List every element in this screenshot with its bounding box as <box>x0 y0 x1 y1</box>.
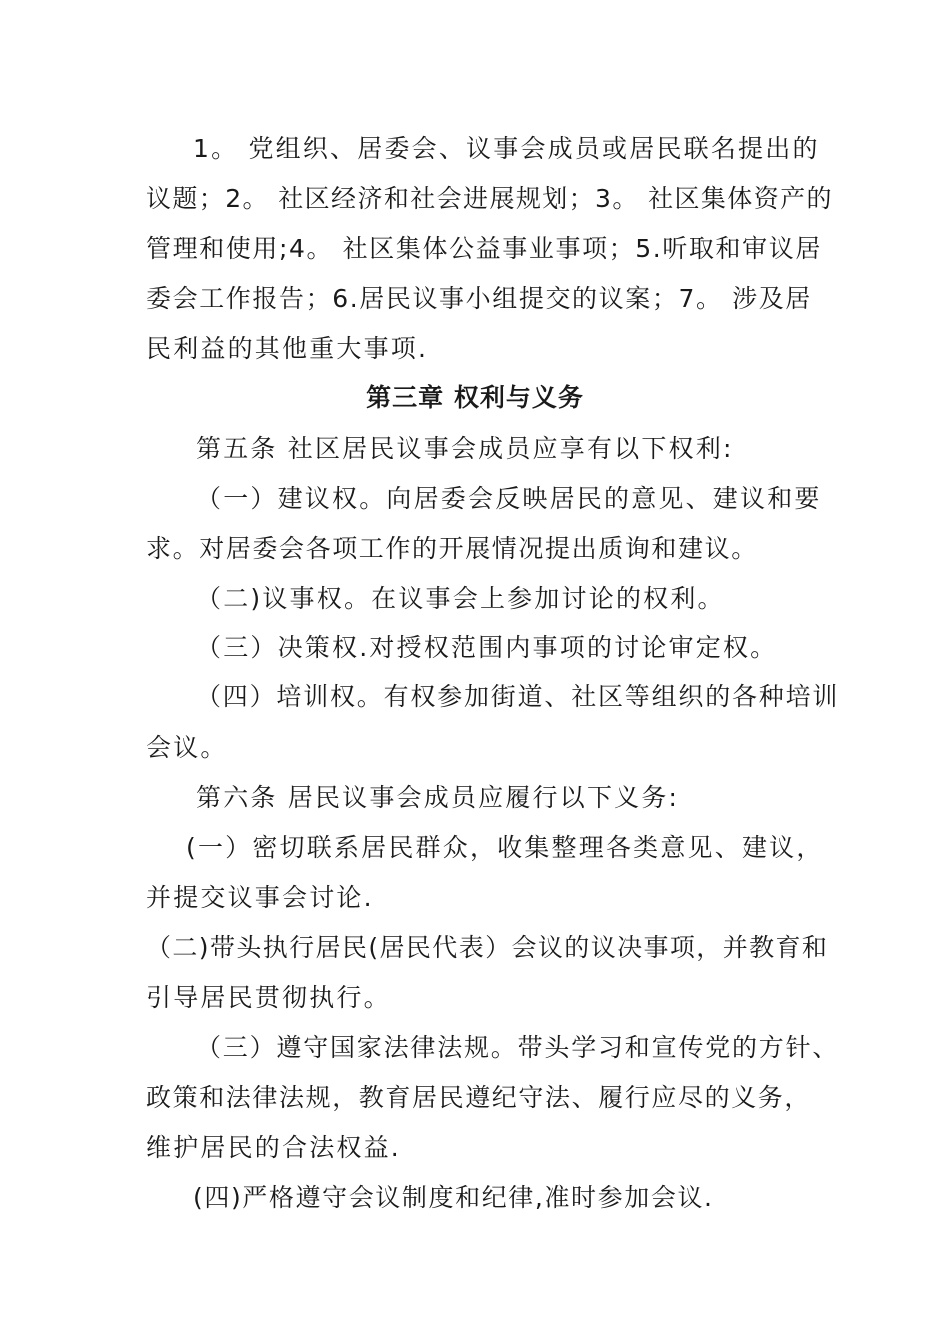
article-6-item-3-line-2: 政策和法律法规，教育居民遵纪守法、履行应尽的义务， <box>146 1083 812 1112</box>
article-6-item-1-line-2: 并提交议事会讨论. <box>146 883 374 912</box>
article-6-item-2-line-1: （二)带头执行居民(居民代表）会议的议决事项，并教育和 <box>146 933 829 962</box>
article-5-title: 第五条 社区居民议事会成员应享有以下权利: <box>196 434 734 463</box>
article-6-item-2-line-2: 引导居民贯彻执行。 <box>146 983 391 1012</box>
article-5-item-4-line-2: 会议。 <box>146 733 228 762</box>
article-5-item-4-line-1: （四）培训权。有权参加街道、社区等组织的各种培训 <box>196 682 840 711</box>
paragraph-1-line-3: 管理和使用;4。 社区集体公益事业事项；5.听取和审议居 <box>146 234 822 263</box>
paragraph-1-line-5: 民利益的其他重大事项. <box>146 334 429 363</box>
paragraph-1-line-2: 议题；2。 社区经济和社会进展规划；3。 社区集体资产的 <box>146 184 833 213</box>
article-5-item-3: （三）决策权.对授权范围内事项的讨论审定权。 <box>196 633 778 662</box>
article-5-item-1-line-2: 求。对居委会各项工作的开展情况提出质询和建议。 <box>146 534 758 563</box>
article-6-item-4: (四)严格遵守会议制度和纪律,准时参加会议. <box>193 1183 714 1212</box>
chapter-heading: 第三章 权利与义务 <box>366 383 584 412</box>
paragraph-1-line-1: 1。 党组织、居委会、议事会成员或居民联名提出的 <box>193 134 820 163</box>
article-5-item-2: （二)议事权。在议事会上参加讨论的权利。 <box>196 584 725 613</box>
article-6-item-1-line-1: (一）密切联系居民群众，收集整理各类意见、建议， <box>186 833 824 862</box>
article-6-item-3-line-1: （三）遵守国家法律法规。带头学习和宣传党的方针、 <box>196 1033 840 1062</box>
article-5-item-1-line-1: （一）建议权。向居委会反映居民的意见、建议和要 <box>196 484 822 513</box>
article-6-item-3-line-3: 维护居民的合法权益. <box>146 1133 401 1162</box>
article-6-title: 第六条 居民议事会成员应履行以下义务: <box>196 783 680 812</box>
paragraph-1-line-4: 委会工作报告；6.居民议事小组提交的议案；7。 涉及居 <box>146 284 812 313</box>
